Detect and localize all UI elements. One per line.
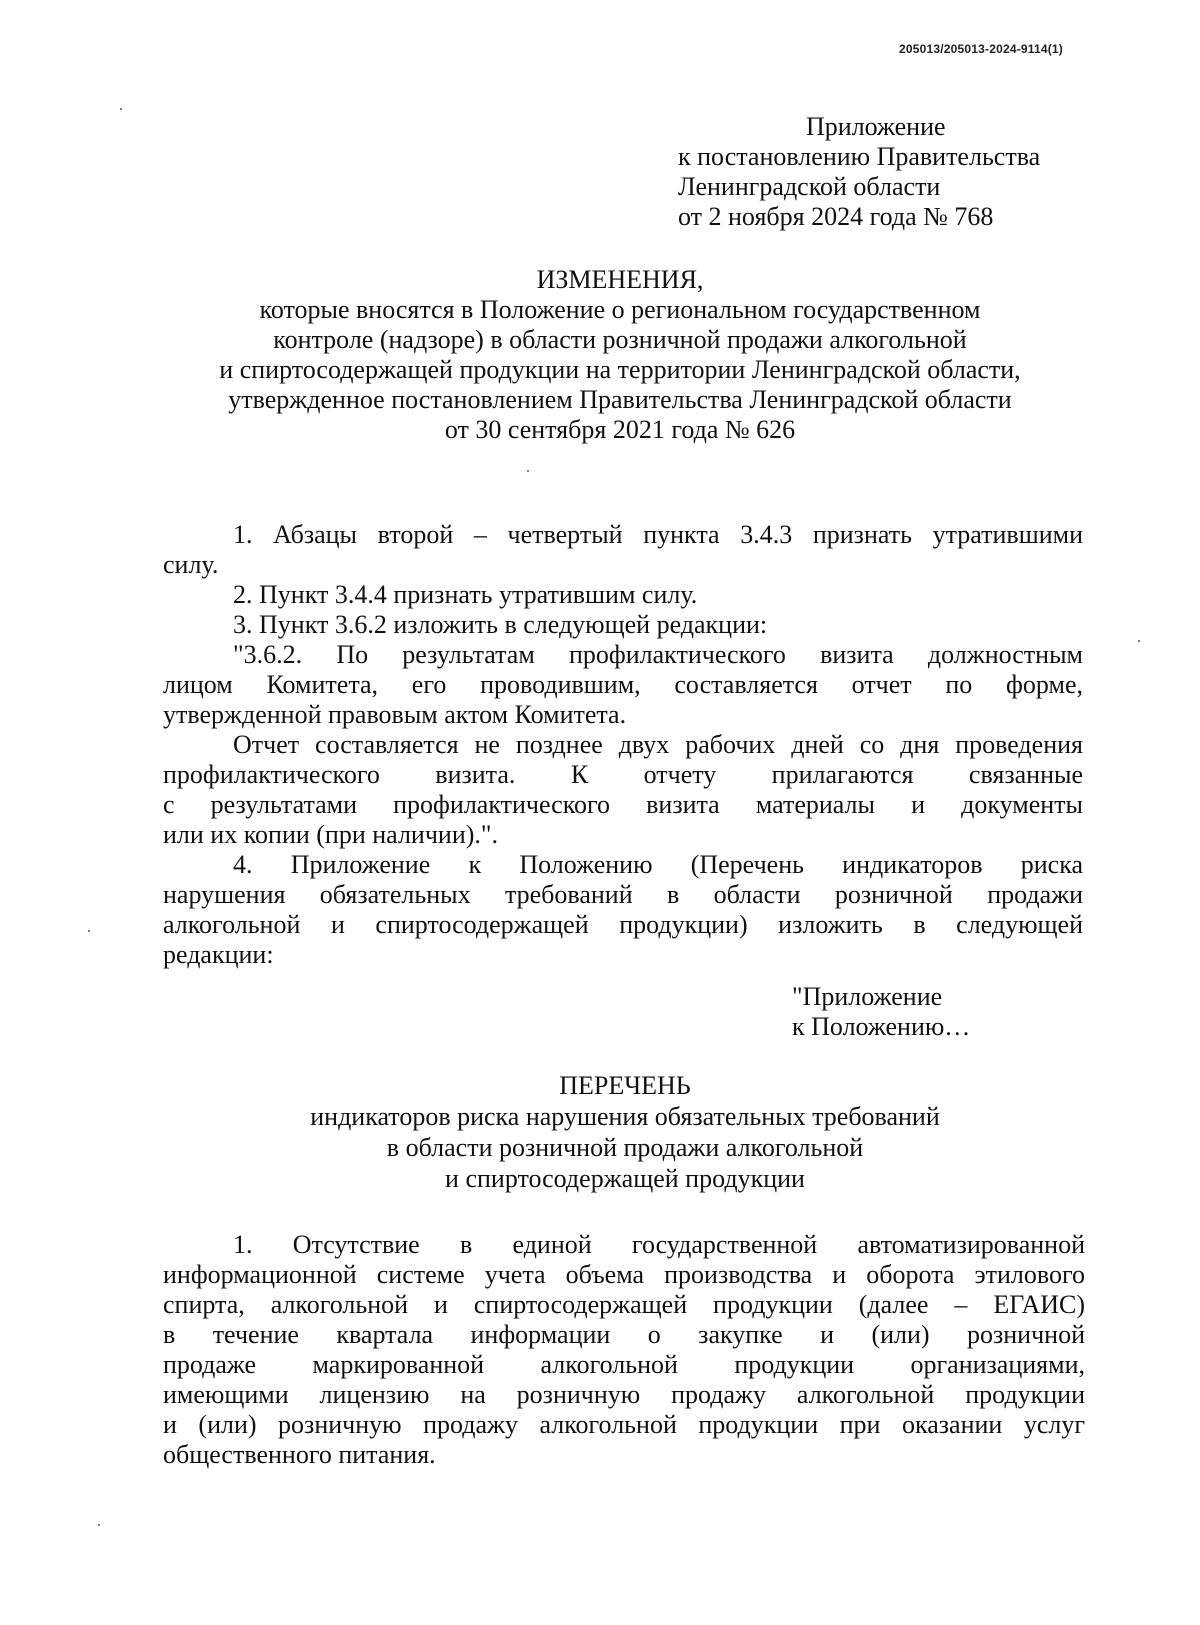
- text-line: редакции:: [163, 940, 274, 969]
- text-line: информационной системе учета объема производства и оборота этилового: [163, 1260, 1085, 1289]
- appendix-line: от 2 ноября 2024 года № 768: [678, 202, 994, 231]
- title-line: контроле (надзоре) в области розничной продажи алкогольной: [273, 325, 967, 354]
- paragraph-5: [163, 730, 1083, 850]
- text-line: профилактического визита. К отчету прилагаются связанные: [163, 760, 1083, 789]
- text-line: нарушения обязательных требований в области розничной продажи: [163, 880, 1083, 909]
- appendix-line: к постановлению Правительства: [678, 142, 1041, 171]
- title-line: которые вносятся в Положение о региональном государственном: [259, 295, 981, 324]
- text-line: 3. Пункт 3.6.2 изложить в следующей редакции:: [233, 610, 768, 639]
- document-body: [163, 520, 1083, 970]
- scan-speck: [98, 1524, 100, 1526]
- text-line: и (или) розничную продажу алкогольной продукции при оказании услуг: [163, 1410, 1085, 1439]
- paragraph-4: [163, 640, 1083, 730]
- text-line: или их копии (при наличии).".: [163, 820, 499, 849]
- text-line: "3.6.2. По результатам профилактического визита должностным: [233, 640, 1083, 669]
- text-line: спирта, алкогольной и спиртосодержащей продукции (далее – ЕГАИС): [163, 1290, 1085, 1319]
- text-line: 1. Отсутствие в единой государственной автоматизированной: [233, 1230, 1085, 1259]
- scan-speck: [527, 470, 529, 472]
- list-title-main: ПЕРЕЧЕНЬ: [559, 1071, 691, 1100]
- document-id: 205013/205013-2024-9114(1): [898, 42, 1063, 56]
- appendix-line: Ленинградской области: [678, 172, 941, 201]
- sub-appendix-header: [792, 982, 970, 1042]
- text-line: в течение квартала информации о закупке и (или) розничной: [163, 1320, 1085, 1349]
- paragraph-2: [163, 580, 1083, 610]
- text-line: общественного питания.: [163, 1440, 436, 1469]
- title-line: и спиртосодержащей продукции на территории Ленинградской области,: [219, 355, 1021, 384]
- title-line: утвержденное постановлением Правительства Ленинградской области: [228, 385, 1012, 414]
- paragraph-6: [163, 850, 1083, 970]
- sub-appendix-line: "Приложение: [792, 982, 943, 1011]
- list-title: [160, 1070, 1090, 1194]
- appendix-line: Приложение: [806, 112, 946, 141]
- text-line: имеющими лицензию на розничную продажу алкогольной продукции: [163, 1380, 1085, 1409]
- text-line: Отчет составляется не позднее двух рабочих дней со дня проведения: [233, 730, 1083, 759]
- list-title-line: в области розничной продажи алкогольной: [386, 1133, 864, 1162]
- scan-speck: [1138, 640, 1140, 642]
- text-line: лицом Комитета, его проводившим, составляется отчет по форме,: [163, 670, 1083, 699]
- text-line: с результатами профилактического визита материалы и документы: [163, 790, 1083, 819]
- list-item-1: [163, 1230, 1085, 1470]
- paragraph-1: [163, 520, 1083, 580]
- title-main: ИЗМЕНЕНИЯ,: [536, 265, 704, 294]
- text-line: 4. Приложение к Положению (Перечень индикаторов риска: [233, 850, 1083, 879]
- paragraph-3: [163, 610, 1083, 640]
- text-line: алкогольной и спиртосодержащей продукции) изложить в следующей: [163, 910, 1083, 939]
- scan-speck: [88, 930, 90, 932]
- list-title-line: индикаторов риска нарушения обязательных требований: [310, 1102, 940, 1131]
- text-line: 2. Пункт 3.4.4 признать утратившим силу.: [233, 580, 698, 609]
- text-line: силу.: [163, 550, 219, 579]
- scan-speck: [120, 108, 122, 110]
- title-line: от 30 сентября 2021 года № 626: [444, 415, 796, 444]
- text-line: продаже маркированной алкогольной продукции организациями,: [163, 1350, 1085, 1379]
- text-line: утвержденной правовым актом Комитета.: [163, 700, 627, 729]
- appendix-header: [678, 112, 1098, 232]
- sub-appendix-line: к Положению…: [792, 1012, 971, 1041]
- text-line: 1. Абзацы второй – четвертый пункта 3.4.3 признать утратившими: [233, 520, 1083, 549]
- list-title-line: и спиртосодержащей продукции: [445, 1164, 805, 1193]
- document-title: [160, 265, 1080, 445]
